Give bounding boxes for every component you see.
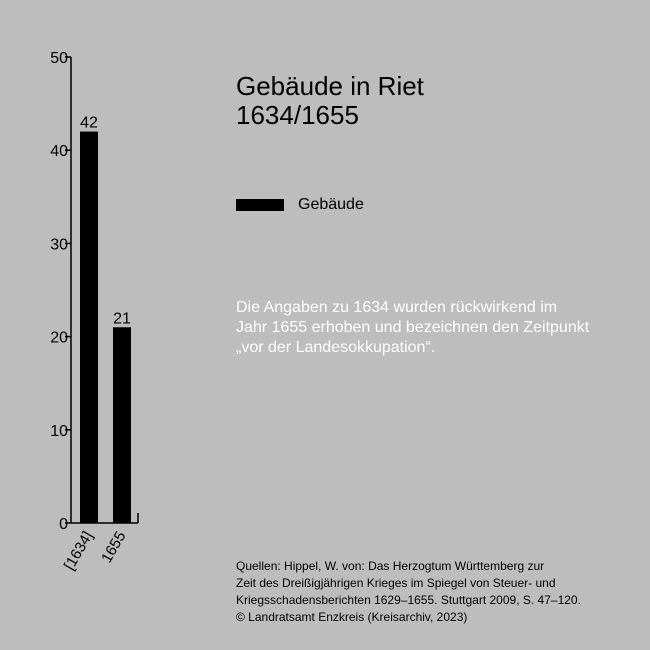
note-text xyxy=(236,298,626,358)
y-tick-label: 30 xyxy=(50,236,68,254)
y-tick-label: 40 xyxy=(50,143,68,161)
sources-line-1: Quellen: Hippel, W. von: Das Herzogtum Württemberg zur xyxy=(236,559,545,573)
legend-label: Gebäude xyxy=(298,196,364,213)
data-label: 21 xyxy=(113,310,131,328)
sources-text xyxy=(236,558,636,626)
chart-title-line-2: 1634/1655 xyxy=(236,100,359,130)
y-tick-label: 50 xyxy=(50,50,68,67)
note-line-1: Die Angaben zu 1634 wurden rückwirkend im xyxy=(236,299,558,316)
x-tick-label: 1655 xyxy=(98,528,130,566)
bar xyxy=(80,132,98,523)
chart-title-line-1: Gebäude in Riet xyxy=(236,71,424,101)
bar xyxy=(113,327,131,523)
sources-line-2: Zeit des Dreißigjährigen Krieges im Spiegel von Steuer- und xyxy=(236,576,556,590)
y-tick-label: 20 xyxy=(50,329,68,347)
chart-title xyxy=(236,72,424,130)
y-tick-label: 10 xyxy=(50,422,68,440)
legend xyxy=(236,196,364,214)
legend-swatch xyxy=(236,199,284,211)
sources-line-3: Kriegsschadensberichten 1629–1655. Stuttgart 2009, S. 47–120. xyxy=(236,593,581,607)
x-tick-label: [1634] xyxy=(60,528,97,574)
y-tick-label: 0 xyxy=(59,516,68,533)
data-label: 42 xyxy=(80,114,98,132)
note-line-2: Jahr 1655 erhoben und bezeichnen den Zeitpunkt xyxy=(236,319,590,336)
note-line-3: „vor der Landesokkupation“. xyxy=(236,339,436,356)
sources-line-4: © Landratsamt Enzkreis (Kreisarchiv, 2023) xyxy=(236,610,468,624)
